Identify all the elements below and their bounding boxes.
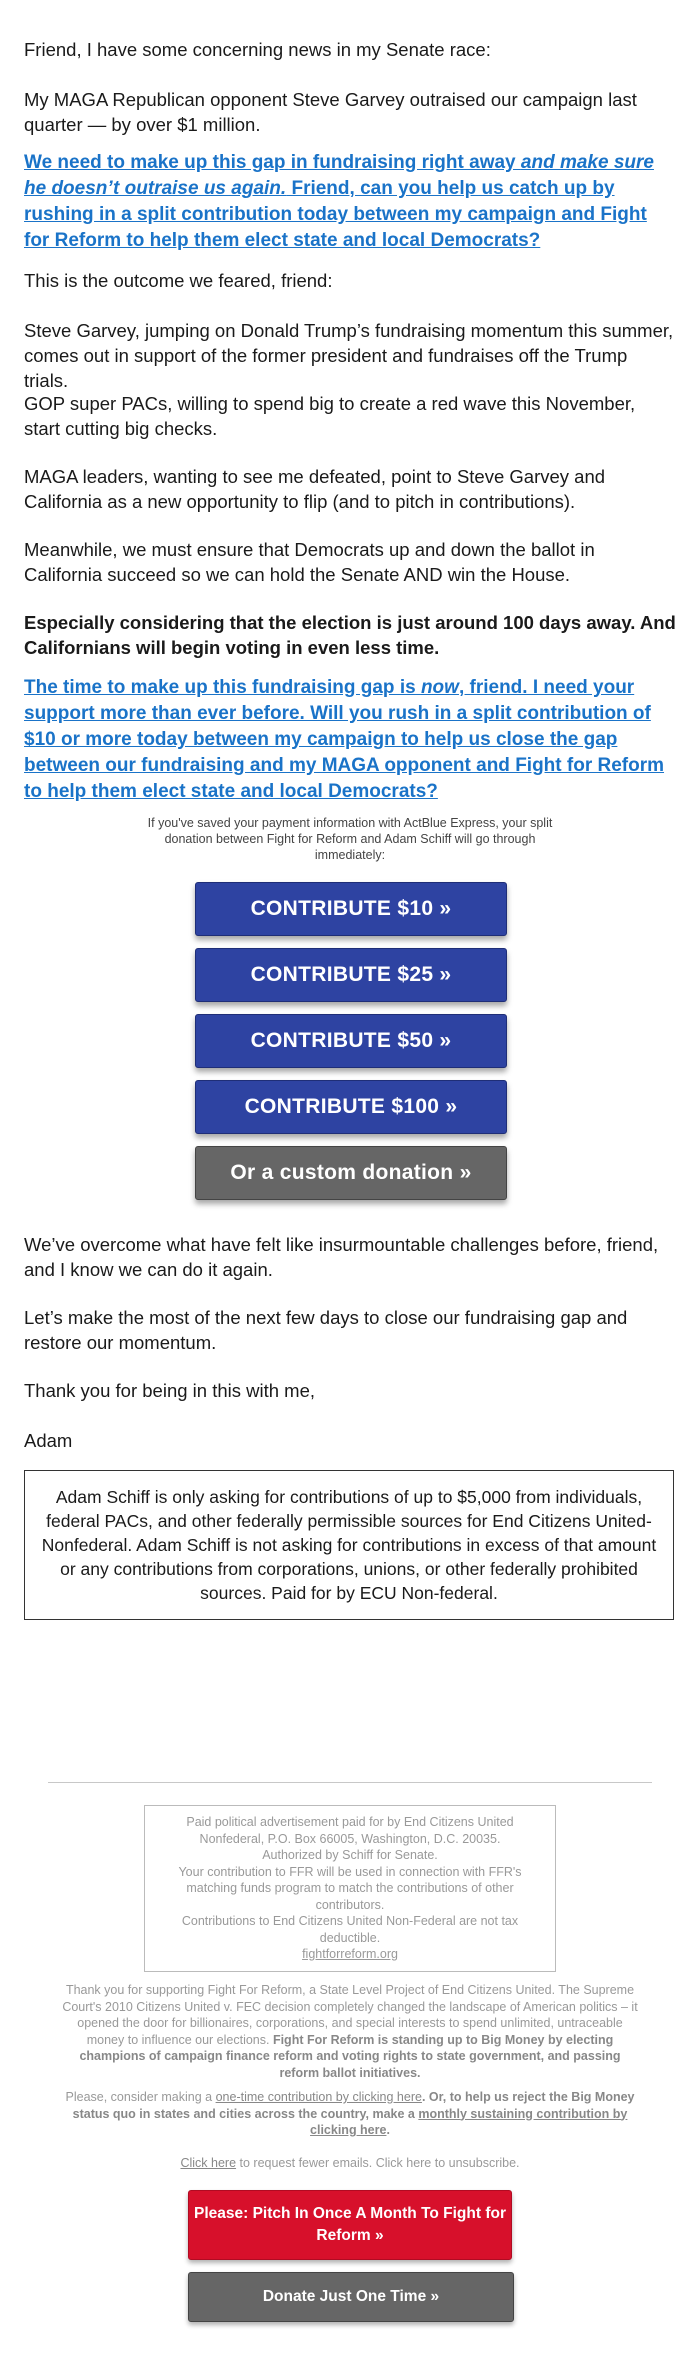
paragraph-next-days: Let’s make the most of the next few days to close our fundraising gap and restore our momentum. [24,1307,628,1353]
actblue-express-note: If you've saved your payment information with ActBlue Express, your split donation between Fight for Reform and Adam Schiff will go through immediately: [147,816,553,862]
paragraph-outcome: This is the outcome we feared, friend: [24,270,333,291]
cta1-part3: Friend, can you help us catch up by rushing in a split contribution today between my campaign and Fight for Reform to help them elect state and local Democrats? [24,178,647,251]
monthly-contribution-link[interactable]: monthly sustaining contribution by clicking here [310,2106,628,2137]
cta1-italic: and make sure he doesn’t outraise us again. [24,152,654,199]
footer-unsubscribe [60,2155,640,2172]
cta-link-2[interactable] [24,677,664,802]
contribute-100-button[interactable]: CONTRIBUTE $100 » [195,1080,507,1134]
footer-consider [60,2089,640,2139]
footer-consider-bold: . Or, to help us reject the Big Money status quo in states and cities across the country, make a [72,2090,635,2121]
paragraph-thank-you: Thank you for being in this with me, [24,1380,316,1401]
fightforreform-link[interactable]: fightforreform.org [302,1947,398,1961]
paid-for-box [144,1805,556,1972]
footer-consider-text: Please, consider making a [65,2090,216,2104]
footer-thanks-text: Thank you for supporting Fight For Reform, a State Level Project of End Citizens United. The Supreme Court's 2010 Citizens United v. FEC decision completely changed the landscape of American politics – it opened the door for billionaires, corporations, and special interests to spend unlimited, untraceable money to influence our elections. [62,1983,638,2047]
paragraph-garvey: Steve Garvey, jumping on Donald Trump’s fundraising momentum this summer, comes out in support of the former president and fundraises off the Trump trials. [24,320,674,391]
footer-divider [48,1782,652,1783]
paragraph-outraised: My MAGA Republican opponent Steve Garvey outraised our campaign last quarter — by over $1 million. [24,89,637,135]
cta2-part3: , friend. I need your support more than ever before. Will you rush in a split contribution of $10 or more today between my campaign to help us close the gap between our fundraising and my MAGA opponent and Fight for Reform to help them elect state and local Democrats? [24,677,665,802]
disclaimer-box: Adam Schiff is only asking for contributions of up to $5,000 from individuals, federal PACs, and other federally permissible sources for End Citizens United-Nonfederal. Adam Schiff is not asking for contributions in excess of that amount or any contributions from corporations, unions, or other federally prohibited sources. Paid for by ECU Non-federal. [24,1470,674,1620]
footer-thanks-bold: Fight For Reform is standing up to Big Money by electing champions of campaign finance reform and voting rights to state government, and passing reform ballot initiatives. [79,2032,621,2080]
paid-line-2: Authorized by Schiff for Senate. [262,1848,438,1862]
fewer-emails-link[interactable]: Click here [180,2156,237,2170]
cta-paragraph-1 [24,149,676,253]
intro-text: Friend, I have some concerning news in my Senate race: [24,39,491,60]
paid-line-4: Contributions to End Citizens United Non-Federal are not tax deductible. [181,1914,519,1945]
contribute-25-button[interactable]: CONTRIBUTE $25 » [195,948,507,1002]
paragraph-maga-leaders: MAGA leaders, wanting to see me defeated, point to Steve Garvey and California as a new opportunity to flip (and to pitch in contributions). [24,466,606,512]
custom-donation-button[interactable]: Or a custom donation » [195,1146,507,1200]
cta2-part1: The time to make up this fundraising gap is [24,677,421,698]
monthly-donate-button[interactable]: Please: Pitch In Once A Month To Fight for Reform » [188,2190,512,2260]
paragraph-election-bold: Especially considering that the election is just around 100 days away. And Californians will begin voting in even less time. [24,612,676,658]
paragraph-super-pacs: GOP super PACs, willing to spend big to create a red wave this November, start cutting big checks. [24,393,636,439]
footer-period: . [386,2123,390,2137]
one-time-contribution-link[interactable]: one-time contribution by clicking here [215,2090,422,2104]
signature: Adam [24,1430,73,1451]
footer-unsubscribe-text: to request fewer emails. Click here to unsubscribe. [236,2156,520,2170]
paragraph-meanwhile: Meanwhile, we must ensure that Democrats up and down the ballot in California succeed so we can hold the Senate AND win the House. [24,539,595,585]
paid-line-3: Your contribution to FFR will be used in connection with FFR's matching funds program to match the contributions of other contributors. [178,1864,522,1912]
paid-line-1: Paid political advertisement paid for by End Citizens United Nonfederal, P.O. Box 66005, Washington, D.C. 20035. [186,1815,514,1846]
one-time-donate-button[interactable]: Donate Just One Time » [188,2272,514,2322]
contribute-50-button[interactable]: CONTRIBUTE $50 » [195,1014,507,1068]
paragraph-overcome: We’ve overcome what have felt like insurmountable challenges before, friend, and I know we can do it again. [24,1234,659,1280]
cta-paragraph-2 [24,674,676,804]
footer-thanks [60,1982,640,2081]
cta2-italic: now [420,677,459,698]
contribute-10-button[interactable]: CONTRIBUTE $10 » [195,882,507,936]
cta-link-1[interactable] [24,152,654,251]
cta1-part1: We need to make up this gap in fundraising right away [24,152,521,173]
